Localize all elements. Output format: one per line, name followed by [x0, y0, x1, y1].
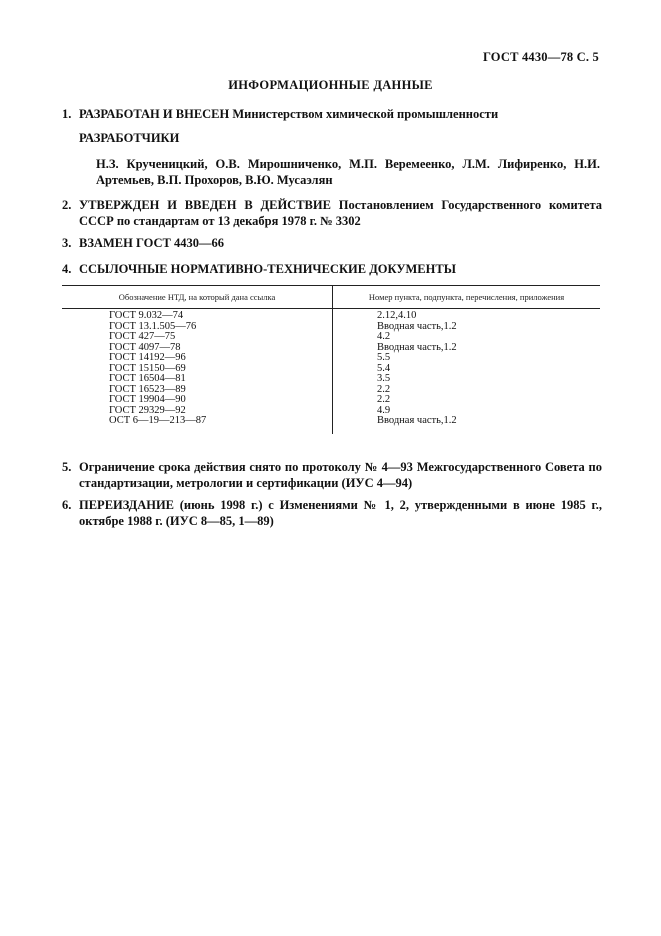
- page-header-standard-ref: ГОСТ 4430—78 С. 5: [482, 50, 599, 64]
- item-text: ВЗАМЕН ГОСТ 4430—66: [79, 236, 224, 250]
- table-cell-document: ГОСТ 16504—81: [109, 373, 186, 384]
- table-column-clauses: [377, 311, 457, 427]
- table-cell-document: ГОСТ 427—75: [109, 331, 176, 342]
- item-number: 4.: [62, 262, 72, 276]
- table-cell-document: ГОСТ 29329—92: [109, 404, 186, 416]
- item-text: УТВЕРЖДЕН И ВВЕДЕН В ДЕЙСТВИЕ Постановлением Государственного комитета СССР по стандартам от 13 декабря 1978 г. № 3302: [79, 198, 602, 228]
- page-title: ИНФОРМАЦИОННЫЕ ДАННЫЕ: [228, 78, 433, 92]
- item-text: ПЕРЕИЗДАНИЕ (июнь 1998 г.) с Изменениями № 1, 2, утвержденными в июне 1985 г., октябре 1988 г. (ИУС 8—85, 1—89): [79, 498, 602, 528]
- item-text: РАЗРАБОТАН И ВНЕСЕН Министерством химической промышленности: [79, 107, 499, 121]
- table-column-divider: [332, 285, 333, 434]
- item-number: 3.: [62, 236, 72, 250]
- developers-names: Н.З. Крученицкий, О.В. Мирошниченко, М.П. Веремеенко, Л.М. Лифиренко, Н.И. Артемьев, В.П. Прохоров, В.Ю. Мусаэлян: [96, 157, 600, 187]
- table-header-rule: [62, 308, 600, 309]
- item-text: Ограничение срока действия снято по протоколу № 4—93 Межгосударственного Совета по стандартизации, метрологии и сертификации (ИУС 4—94): [79, 460, 602, 490]
- item-number: 6.: [62, 498, 72, 512]
- table-cell-clause: Вводная часть,1.2: [377, 320, 457, 332]
- table-column-documents: [109, 311, 206, 427]
- item-number: 5.: [62, 460, 72, 474]
- table-cell-document: ГОСТ 9.032—74: [109, 310, 184, 321]
- table-cell-document: ОСТ 6—19—213—87: [109, 415, 207, 426]
- table-cell-document: ГОСТ 19904—90: [109, 394, 186, 405]
- table-cell-clause: 5.5: [377, 352, 391, 363]
- item-number: 1.: [62, 107, 72, 121]
- table-header-document: Обозначение НТД, на который дана ссылка: [118, 292, 276, 302]
- table-cell-clause: Вводная часть,1.2: [377, 415, 457, 426]
- table-cell-document: ГОСТ 14192—96: [109, 352, 186, 363]
- table-cell-document: ГОСТ 13.1.505—76: [109, 320, 197, 332]
- table-cell-clause: 4.2: [377, 331, 391, 342]
- table-cell-clause: Вводная часть,1.2: [377, 341, 457, 353]
- developers-heading: РАЗРАБОТЧИКИ: [79, 131, 180, 145]
- table-cell-document: ГОСТ 16523—89: [109, 383, 186, 395]
- table-cell-clause: 4.9: [377, 404, 391, 416]
- table-cell-clause: 3.5: [377, 373, 391, 384]
- references-table: [62, 285, 600, 435]
- table-cell-document: ГОСТ 4097—78: [109, 341, 181, 353]
- table-top-rule: [62, 285, 600, 286]
- table-cell-clause: 2.2: [377, 394, 391, 405]
- table-header-clause: Номер пункта, подпункта, перечисления, приложения: [368, 292, 565, 302]
- table-cell-clause: 5.4: [377, 362, 391, 374]
- item-text: ССЫЛОЧНЫЕ НОРМАТИВНО-ТЕХНИЧЕСКИЕ ДОКУМЕНТЫ: [79, 262, 456, 276]
- table-cell-document: ГОСТ 15150—69: [109, 362, 186, 374]
- table-cell-clause: 2.2: [377, 383, 391, 395]
- item-number: 2.: [62, 198, 72, 212]
- table-cell-clause: 2.12,4.10: [377, 310, 417, 321]
